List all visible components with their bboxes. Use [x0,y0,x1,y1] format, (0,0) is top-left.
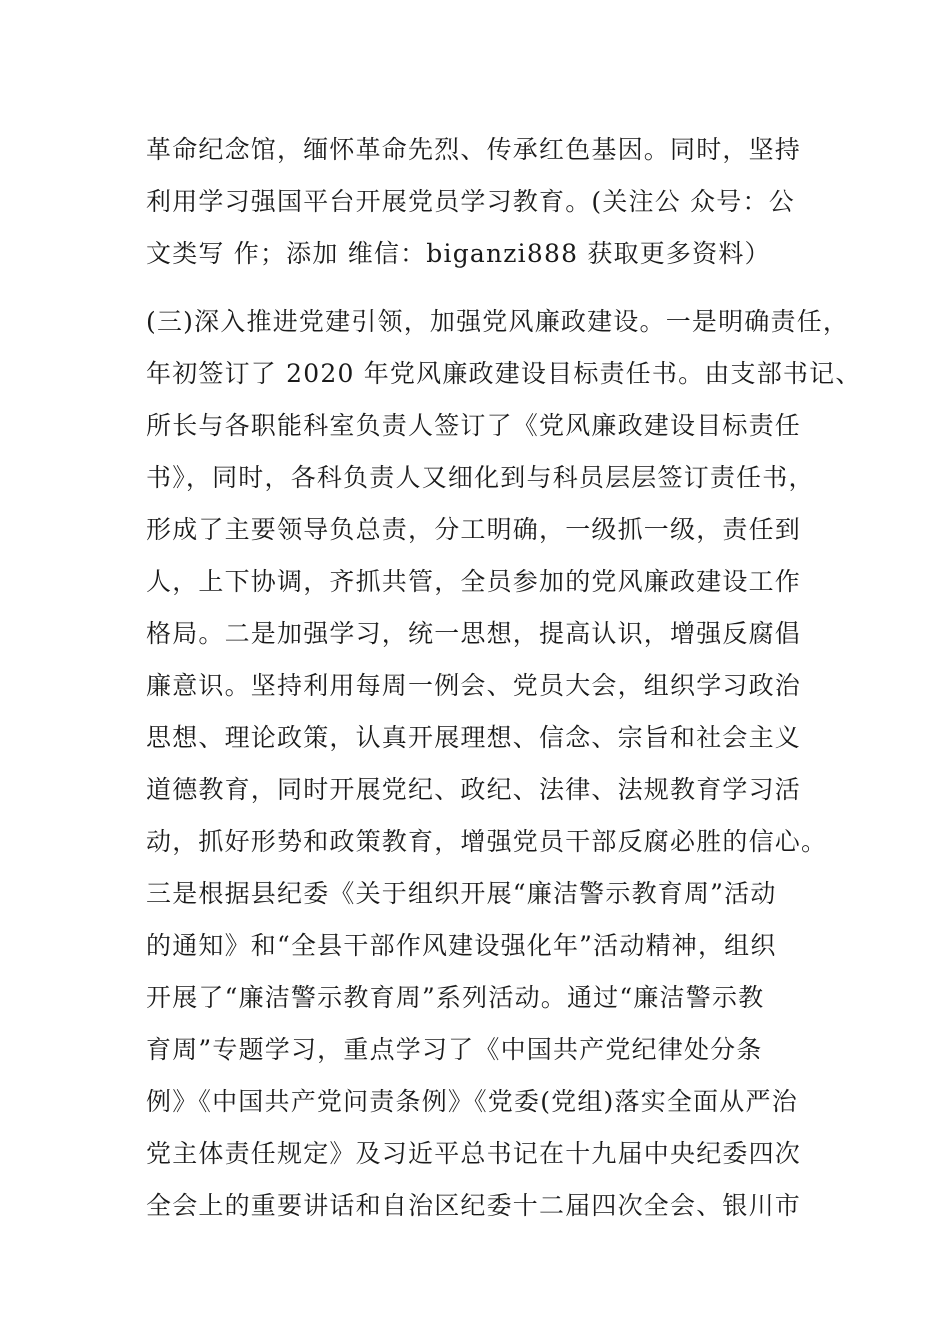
text-line: 道德教育，同时开展党纪、政纪、法律、法规教育学习活 [146,775,802,804]
text-line: 动，抓好形势和政策教育，增强党员干部反腐必胜的信心。 [146,827,828,856]
paragraph-1 [146,124,826,280]
text-line: 革命纪念馆，缅怀革命先烈、传承红色基因。同时，坚持 [146,135,802,164]
text-line: 三是根据县纪委《关于组织开展“廉洁警示教育周”活动 [146,879,777,908]
text-line: 文类写 作；添加 维信：biganzi888 获取更多资料） [146,239,771,268]
paragraph-2 [146,296,862,1232]
text-line: 格局。二是加强学习，统一思想，提高认识，增强反腐倡 [146,619,802,648]
text-line: 思想、理论政策，认真开展理想、信念、宗旨和社会主义 [146,723,802,752]
text-line: 书》，同时，各科负责人又细化到与科员层层签订责任书， [146,463,815,492]
text-line: 廉意识。坚持利用每周一例会、党员大会，组织学习政治 [146,671,802,700]
text-line: 人，上下协调，齐抓共管，全员参加的党风廉政建设工作 [146,567,802,596]
text-line: (三)深入推进党建引领，加强党风廉政建设。一是明确责任， [146,307,850,336]
text-line: 的通知》和“全县干部作风建设强化年”活动精神，组织 [146,931,777,960]
text-line: 形成了主要领导负总责，分工明确，一级抓一级，责任到 [146,515,802,544]
text-line: 年初签订了 2020 年党风廉政建设目标责任书。由支部书记、 [146,359,862,388]
text-line: 开展了“廉洁警示教育周”系列活动。通过“廉洁警示教 [146,983,765,1012]
text-line: 育周”专题学习，重点学习了《中国共产党纪律处分条 [146,1035,763,1064]
text-line: 全会上的重要讲话和自治区纪委十二届四次全会、银川市 [146,1191,802,1220]
text-line: 例》《中国共产党问责条例》《党委(党组)落实全面从严治 [146,1087,798,1116]
text-line: 党主体责任规定》及习近平总书记在十九届中央纪委四次 [146,1139,802,1168]
text-line: 所长与各职能科室负责人签订了《党风廉政建设目标责任 [146,411,802,440]
text-line: 利用学习强国平台开展党员学习教育。(关注公 众号：公 [146,187,795,216]
